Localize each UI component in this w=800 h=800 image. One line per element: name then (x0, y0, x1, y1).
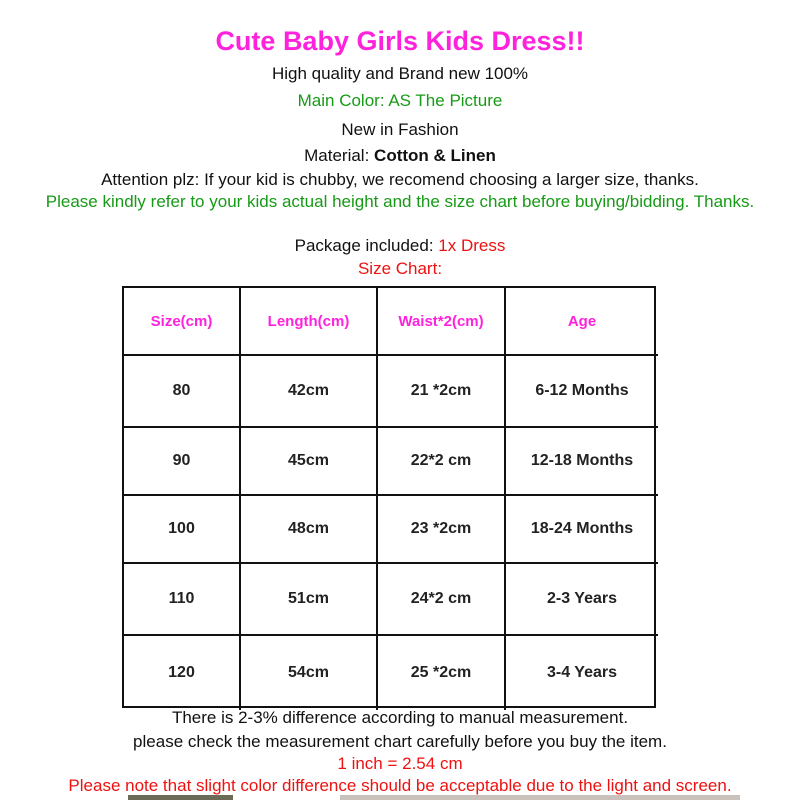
attention-line: Attention plz: If your kid is chubby, we recomend choosing a larger size, thanks. (101, 170, 699, 189)
table-cell-size: 120 (124, 636, 241, 710)
difference-note: There is 2-3% difference according to manual measurement. (171, 708, 629, 727)
table-cell-waist: 22*2 cm (378, 428, 506, 496)
material-line (0, 146, 800, 166)
check-note: please check the measurement chart carefully before you buy the item. (133, 732, 667, 751)
table-cell-waist: 24*2 cm (378, 564, 506, 636)
product-photo-right (340, 795, 740, 800)
product-photo-left (128, 795, 233, 800)
table-cell-age: 12-18 Months (506, 428, 658, 496)
table-header-age: Age (506, 288, 658, 356)
table-cell-size: 110 (124, 564, 241, 636)
table-header-size: Size(cm) (124, 288, 241, 356)
main-color-line: Main Color: AS The Picture (297, 91, 503, 110)
package-label: Package included: (294, 236, 439, 255)
fashion-line: New in Fashion (341, 120, 459, 139)
package-line (0, 236, 800, 256)
table-cell-waist: 21 *2cm (378, 356, 506, 428)
table-cell-age: 18-24 Months (506, 496, 658, 564)
product-photo-strip (0, 795, 800, 800)
inch-conversion: 1 inch = 2.54 cm (337, 754, 463, 773)
material-value: Cotton & Linen (374, 146, 496, 165)
page-title: Cute Baby Girls Kids Dress!! (215, 26, 585, 56)
table-cell-size: 100 (124, 496, 241, 564)
table-cell-age: 3-4 Years (547, 664, 617, 681)
table-cell-length: 42cm (241, 356, 378, 428)
table-header-waist: Waist*2(cm) (378, 288, 506, 356)
package-value: 1x Dress (438, 236, 506, 255)
material-label: Material: (304, 146, 375, 165)
table-cell-size: 80 (124, 356, 241, 428)
table-cell-length: 51cm (241, 564, 378, 636)
table-cell-age: 2-3 Years (506, 564, 658, 636)
table-cell-length: 45cm (241, 428, 378, 496)
table-cell-waist: 23 *2cm (378, 496, 506, 564)
table-header-length: Length(cm) (241, 288, 378, 356)
table-cell-length: 54cm (241, 636, 378, 710)
table-cell-waist: 25 *2cm (378, 636, 506, 710)
quality-line: High quality and Brand new 100% (271, 64, 529, 83)
refer-line: Please kindly refer to your kids actual height and the size chart before buying/bidding. Thanks. (45, 192, 755, 211)
size-chart-table (122, 286, 656, 708)
table-cell-age: 6-12 Months (506, 356, 658, 428)
table-cell-size: 90 (124, 428, 241, 496)
color-difference-note: Please note that slight color difference should be acceptable due to the light and screen. (68, 776, 732, 795)
size-chart-label: Size Chart: (357, 259, 443, 278)
table-cell-length: 48cm (241, 496, 378, 564)
